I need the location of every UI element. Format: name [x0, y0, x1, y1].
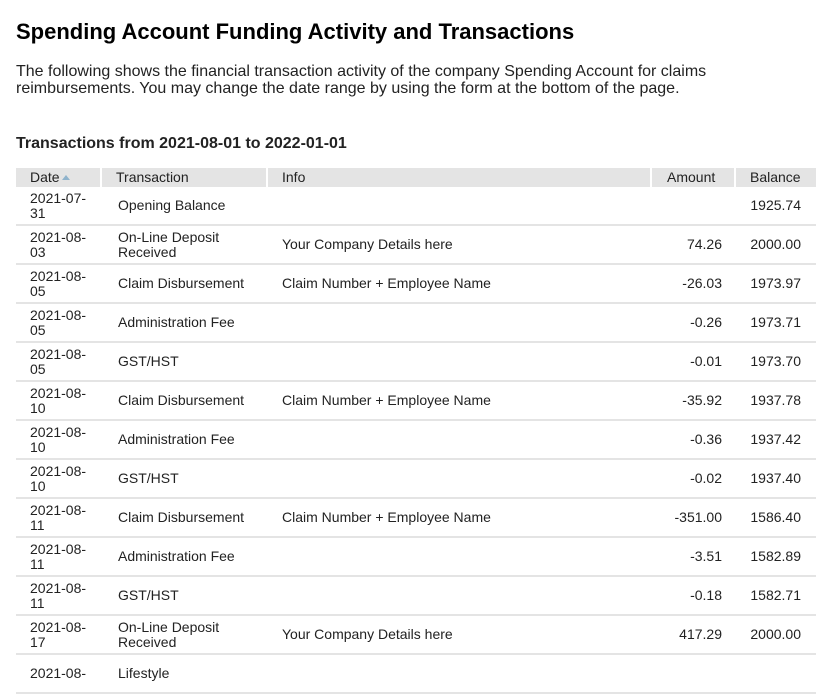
cell-amount: 74.26: [652, 226, 736, 265]
cell-amount: [652, 655, 736, 694]
cell-info: [268, 343, 652, 382]
cell-info: Claim Number + Employee Name: [268, 265, 652, 304]
cell-transaction: Administration Fee: [102, 421, 268, 460]
table-row: [16, 382, 816, 421]
cell-date: 2021-08-10: [16, 382, 102, 421]
cell-date: 2021-08-11: [16, 577, 102, 616]
cell-balance: [736, 655, 816, 694]
cell-balance: 1973.71: [736, 304, 816, 343]
cell-transaction: GST/HST: [102, 577, 268, 616]
cell-date: 2021-08-: [16, 655, 102, 694]
cell-transaction: GST/HST: [102, 343, 268, 382]
cell-amount: -0.02: [652, 460, 736, 499]
cell-date: 2021-08-10: [16, 421, 102, 460]
cell-transaction: Opening Balance: [102, 187, 268, 226]
column-header-transaction[interactable]: [102, 166, 268, 187]
cell-balance: 1973.97: [736, 265, 816, 304]
table-row: [16, 265, 816, 304]
cell-date: 2021-08-03: [16, 226, 102, 265]
cell-info: Your Company Details here: [268, 226, 652, 265]
cell-info: [268, 655, 652, 694]
cell-transaction: Claim Disbursement: [102, 499, 268, 538]
cell-balance: 2000.00: [736, 616, 816, 655]
cell-balance: 1937.42: [736, 421, 816, 460]
cell-transaction: GST/HST: [102, 460, 268, 499]
column-header-info[interactable]: [268, 166, 652, 187]
sort-ascending-icon: [62, 175, 70, 180]
cell-balance: 1582.89: [736, 538, 816, 577]
cell-info: [268, 187, 652, 226]
cell-balance: 1937.78: [736, 382, 816, 421]
column-header-amount-label: Amount: [667, 169, 716, 185]
page-title: Spending Account Funding Activity and Transactions: [16, 19, 575, 44]
table-row: [16, 343, 816, 382]
cell-info: [268, 538, 652, 577]
cell-balance: 2000.00: [736, 226, 816, 265]
table-row: [16, 655, 816, 694]
cell-amount: 417.29: [652, 616, 736, 655]
table-row: [16, 460, 816, 499]
cell-transaction: Claim Disbursement: [102, 265, 268, 304]
cell-info: Claim Number + Employee Name: [268, 499, 652, 538]
cell-transaction: On-Line Deposit Received: [102, 616, 268, 655]
cell-date: 2021-08-17: [16, 616, 102, 655]
table-row: [16, 304, 816, 343]
cell-amount: -0.18: [652, 577, 736, 616]
intro-paragraph: The following shows the financial transaction activity of the company Spending Account for claims reimbursements. You may change the date range by using the form at the bottom of the page.: [16, 63, 707, 97]
column-header-transaction-label: Transaction: [116, 169, 189, 185]
column-header-date-label: Date: [30, 169, 60, 185]
cell-date: 2021-08-10: [16, 460, 102, 499]
table-row: [16, 538, 816, 577]
column-header-balance[interactable]: [736, 166, 816, 187]
column-header-balance-label: Balance: [750, 169, 801, 185]
cell-date: 2021-08-05: [16, 304, 102, 343]
table-header-row: [16, 166, 816, 187]
cell-balance: 1582.71: [736, 577, 816, 616]
cell-info: Claim Number + Employee Name: [268, 382, 652, 421]
cell-amount: -0.26: [652, 304, 736, 343]
cell-info: [268, 460, 652, 499]
cell-balance: 1925.74: [736, 187, 816, 226]
cell-amount: [652, 187, 736, 226]
cell-transaction: Claim Disbursement: [102, 382, 268, 421]
cell-info: [268, 577, 652, 616]
cell-info: [268, 304, 652, 343]
cell-info: [268, 421, 652, 460]
table-row: [16, 421, 816, 460]
cell-date: 2021-08-11: [16, 499, 102, 538]
cell-transaction: Lifestyle: [102, 655, 268, 694]
transactions-table-body: [16, 187, 816, 694]
cell-amount: -3.51: [652, 538, 736, 577]
cell-date: 2021-08-11: [16, 538, 102, 577]
transactions-table: [16, 166, 816, 694]
table-row: [16, 226, 816, 265]
column-header-amount[interactable]: [652, 166, 736, 187]
cell-amount: -351.00: [652, 499, 736, 538]
table-row: [16, 577, 816, 616]
cell-balance: 1973.70: [736, 343, 816, 382]
column-header-info-label: Info: [282, 169, 306, 185]
cell-amount: -35.92: [652, 382, 736, 421]
column-header-date[interactable]: [16, 166, 102, 187]
cell-balance: 1586.40: [736, 499, 816, 538]
cell-info: Your Company Details here: [268, 616, 652, 655]
table-row: [16, 616, 816, 655]
table-row: [16, 187, 816, 226]
transactions-range-heading: Transactions from 2021-08-01 to 2022-01-01: [16, 135, 347, 152]
table-row: [16, 499, 816, 538]
cell-transaction: Administration Fee: [102, 304, 268, 343]
cell-date: 2021-08-05: [16, 343, 102, 382]
cell-balance: 1937.40: [736, 460, 816, 499]
cell-date: 2021-07-31: [16, 187, 102, 226]
cell-amount: -0.36: [652, 421, 736, 460]
cell-transaction: On-Line Deposit Received: [102, 226, 268, 265]
cell-transaction: Administration Fee: [102, 538, 268, 577]
cell-amount: -0.01: [652, 343, 736, 382]
cell-amount: -26.03: [652, 265, 736, 304]
cell-date: 2021-08-05: [16, 265, 102, 304]
